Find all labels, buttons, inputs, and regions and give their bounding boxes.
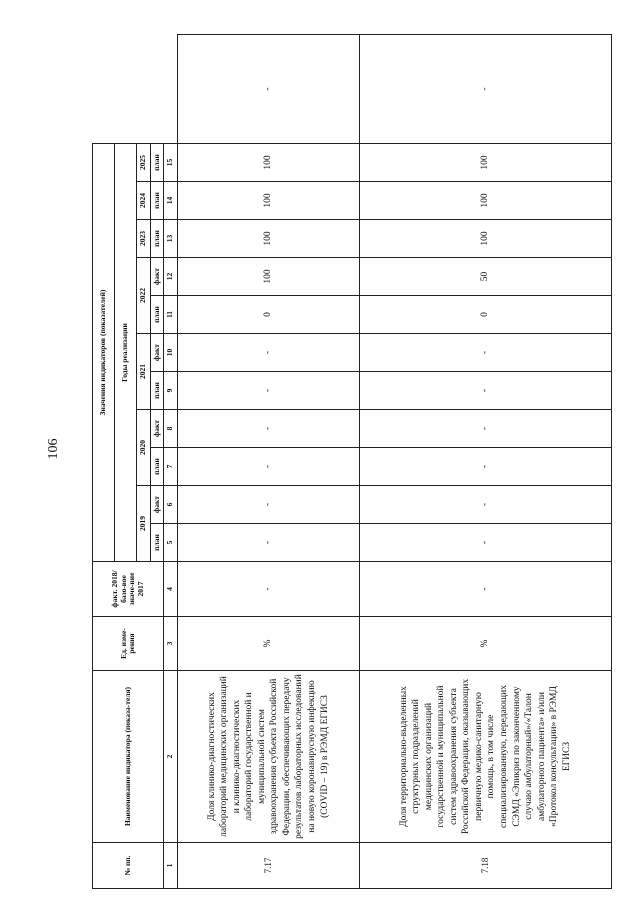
indicator-name: Доля территориально-выделенных структурных подразделений медицинских организаций государственной и муниципальной систем здравоохранения субъекта Российской Федерации, оказывающих первичную медико-санитарную помощь, в том числе специализированную, передающих СЭМД «Эпикриз по законченному случаю амбулаторный»/«Талон амбулаторного пациента» и/или «Протокол консультации» в РЭМД ЕГИСЗ (359, 671, 611, 843)
indicator-table (92, 34, 612, 889)
header-year-2021: 2021 (137, 334, 151, 410)
table-row (359, 35, 611, 889)
column-number: 6 (164, 486, 178, 524)
header-year-2020: 2020 (137, 410, 151, 486)
header-plan: план (150, 372, 164, 410)
value-cell: - (359, 486, 611, 524)
header-plan: план (150, 220, 164, 258)
column-number: 1 (164, 843, 178, 889)
value-cell: - (359, 562, 611, 617)
column-number: 3 (164, 617, 178, 671)
value-cell: 100 (359, 182, 611, 220)
header-year-2022: 2022 (137, 258, 151, 334)
column-number: 4 (164, 562, 178, 617)
header-name: Наименование индикатора (показа-теля) (93, 671, 164, 843)
value-cell: 100 (177, 182, 359, 220)
column-number: 5 (164, 524, 178, 562)
header-year-2023: 2023 (137, 220, 151, 258)
column-number: 15 (164, 144, 178, 182)
value-cell: 50 (359, 258, 611, 296)
indicator-unit: % (177, 617, 359, 671)
column-number: 14 (164, 182, 178, 220)
column-number: 11 (164, 296, 178, 334)
column-number: 7 (164, 448, 178, 486)
column-number: 2 (164, 671, 178, 843)
value-cell: - (359, 334, 611, 372)
header-plan: план (150, 182, 164, 220)
value-cell: 100 (177, 144, 359, 182)
header-fact: факт (150, 486, 164, 524)
value-cell: - (177, 410, 359, 448)
header-unit: Ед. изме-рения (93, 617, 164, 671)
column-number: 8 (164, 410, 178, 448)
value-cell: - (359, 35, 611, 144)
header-plan: план (150, 296, 164, 334)
value-cell: 100 (359, 144, 611, 182)
value-cell: 100 (177, 220, 359, 258)
value-cell: - (177, 562, 359, 617)
rotated-table-container (92, 34, 612, 889)
header-base: факт. 2018/базо-вое значе-ние 2017 (93, 562, 164, 617)
header-year-2025: 2025 (137, 144, 151, 182)
header-values-group: Значения индикаторов (показателей) (93, 144, 115, 562)
value-cell: - (177, 486, 359, 524)
value-cell: - (359, 448, 611, 486)
value-cell: - (359, 410, 611, 448)
header-fact: факт (150, 258, 164, 296)
indicator-name: Доля клинико-диагностических лабораторий медицинских организаций и клинико-диагностических лабораторий государственной и муниципальной систем здравоохранения субъекта Российской Федерации, обеспечивающих передачу результатов лабораторных исследований на новую коронавирусную инфекцию (COVID – 19) в РЭМД ЕГИСЗ (177, 671, 359, 843)
header-year-2024: 2024 (137, 182, 151, 220)
header-plan: план (150, 448, 164, 486)
indicator-unit: % (359, 617, 611, 671)
value-cell: 100 (177, 258, 359, 296)
header-plan: план (150, 524, 164, 562)
value-cell: - (359, 524, 611, 562)
row-number: 7.18 (359, 843, 611, 889)
value-cell: 0 (359, 296, 611, 334)
value-cell: - (177, 524, 359, 562)
header-plan: план (150, 144, 164, 182)
value-cell: 0 (177, 296, 359, 334)
page-number: 106 (46, 438, 61, 460)
header-years-group: Годы реализации (115, 144, 137, 562)
header-num: № пп. (93, 843, 164, 889)
header-fact: факт (150, 410, 164, 448)
column-number: 10 (164, 334, 178, 372)
value-cell: - (177, 334, 359, 372)
column-number: 12 (164, 258, 178, 296)
header-fact: факт (150, 334, 164, 372)
row-number: 7.17 (177, 843, 359, 889)
value-cell: - (177, 448, 359, 486)
value-cell: 100 (359, 220, 611, 258)
value-cell: - (359, 372, 611, 410)
column-number: 9 (164, 372, 178, 410)
value-cell: - (177, 35, 359, 144)
column-number: 13 (164, 220, 178, 258)
table-row (177, 35, 359, 889)
header-year-2019: 2019 (137, 486, 151, 562)
value-cell: - (177, 372, 359, 410)
